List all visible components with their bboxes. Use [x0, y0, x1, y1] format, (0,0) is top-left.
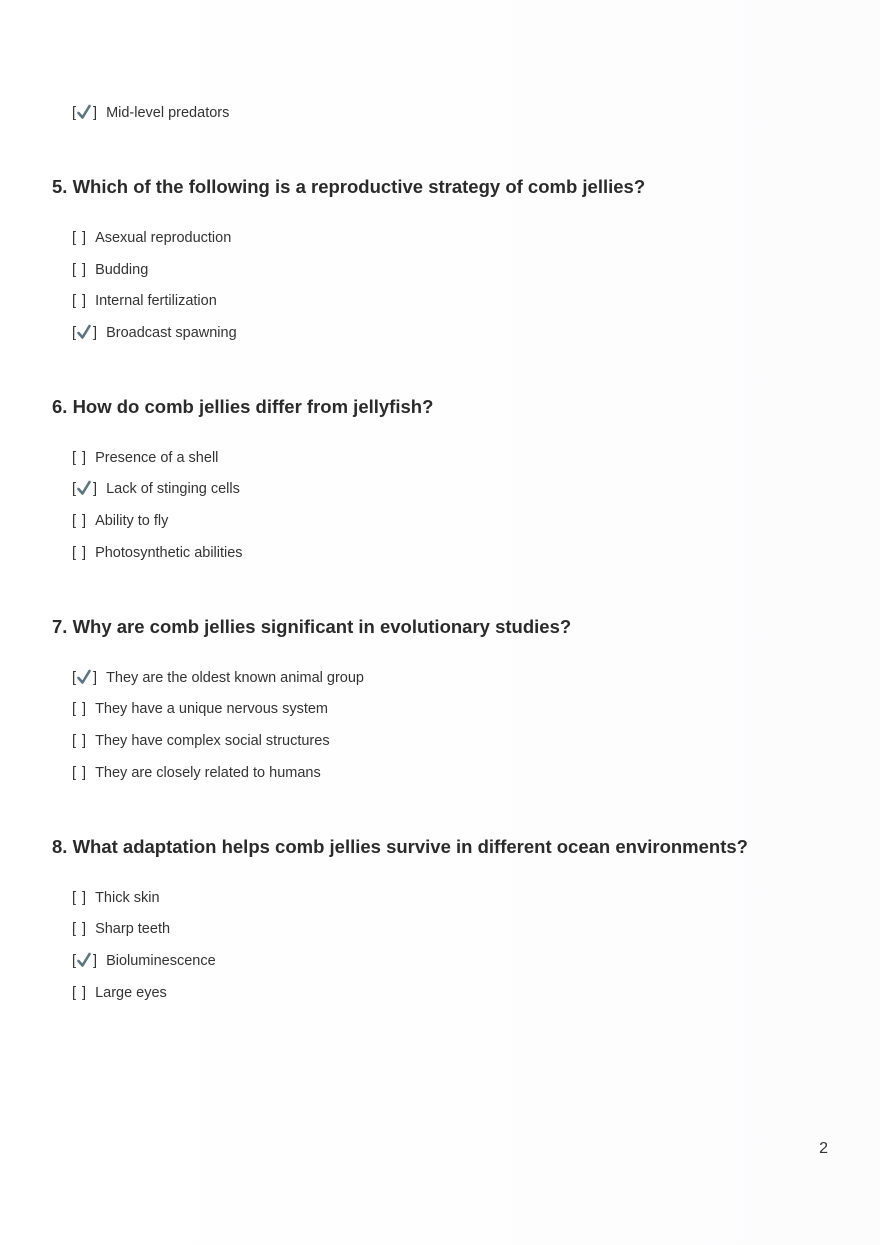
option-label: Sharp teeth: [95, 921, 171, 937]
checkbox-unchecked[interactable]: [ ]: [72, 701, 87, 717]
checkbox-checked[interactable]: [ ]: [72, 953, 98, 969]
option-label: They are closely related to humans: [95, 765, 321, 781]
option-label: Internal fertilization: [95, 293, 217, 309]
checkbox-unchecked[interactable]: [ ]: [72, 765, 87, 781]
option-q6-b[interactable]: [72, 479, 240, 499]
checkbox-unchecked[interactable]: [ ]: [72, 513, 87, 529]
checkmark-icon: [77, 104, 91, 120]
question-5-title: 5. Which of the following is a reproductive strategy of comb jellies?: [52, 176, 646, 197]
option-q8-a[interactable]: [72, 888, 160, 908]
checkbox-checked[interactable]: [ ]: [72, 670, 98, 686]
checkbox-checked[interactable]: [ ]: [72, 481, 98, 497]
option-label: They have a unique nervous system: [95, 701, 328, 717]
option-q6-a[interactable]: [72, 448, 218, 468]
option-label: Asexual reproduction: [95, 230, 232, 246]
option-label: Presence of a shell: [95, 450, 219, 466]
option-q8-c[interactable]: [72, 951, 216, 971]
checkbox-checked[interactable]: [ ]: [72, 105, 98, 121]
option-label: Bioluminescence: [106, 953, 216, 969]
option-label: Ability to fly: [95, 513, 169, 529]
option-q7-c[interactable]: [72, 731, 330, 751]
option-q5-d[interactable]: [72, 323, 237, 343]
checkbox-unchecked[interactable]: [ ]: [72, 230, 87, 246]
option-label: Photosynthetic abilities: [95, 545, 243, 561]
option-q6-d[interactable]: [72, 543, 243, 563]
checkbox-unchecked[interactable]: [ ]: [72, 921, 87, 937]
checkbox-unchecked[interactable]: [ ]: [72, 450, 87, 466]
option-label: Large eyes: [95, 985, 167, 1001]
checkbox-unchecked[interactable]: [ ]: [72, 985, 87, 1001]
option-q8-b[interactable]: [72, 919, 170, 939]
question-6-title: 6. How do comb jellies differ from jellyfish?: [52, 396, 434, 417]
checkbox-unchecked[interactable]: [ ]: [72, 890, 87, 906]
checkmark-icon: [77, 324, 91, 340]
checkbox-unchecked[interactable]: [ ]: [72, 545, 87, 561]
checkbox-checked[interactable]: [ ]: [72, 325, 98, 341]
checkbox-unchecked[interactable]: [ ]: [72, 262, 87, 278]
checkbox-unchecked[interactable]: [ ]: [72, 293, 87, 309]
option-label: Mid-level predators: [106, 105, 230, 121]
option-q7-d[interactable]: [72, 763, 321, 783]
option-label: Thick skin: [95, 890, 160, 906]
checkmark-icon: [77, 480, 91, 496]
option-q8-d[interactable]: [72, 983, 167, 1003]
option-label: Budding: [95, 262, 149, 278]
option-q5-c[interactable]: [72, 291, 217, 311]
option-mid-level-predators[interactable]: [72, 103, 229, 123]
option-label: Lack of stinging cells: [106, 481, 240, 497]
option-q6-c[interactable]: [72, 511, 168, 531]
option-label: Broadcast spawning: [106, 325, 237, 341]
checkbox-unchecked[interactable]: [ ]: [72, 733, 87, 749]
option-label: They have complex social structures: [95, 733, 330, 749]
option-label: They are the oldest known animal group: [106, 670, 364, 686]
checkmark-icon: [77, 952, 91, 968]
checkmark-icon: [77, 669, 91, 685]
question-7-title: 7. Why are comb jellies significant in evolutionary studies?: [52, 616, 572, 637]
page-number: 2: [819, 1140, 828, 1157]
option-q5-a[interactable]: [72, 228, 231, 248]
option-q7-b[interactable]: [72, 699, 328, 719]
option-q7-a[interactable]: [72, 668, 364, 688]
question-8-title: 8. What adaptation helps comb jellies survive in different ocean environments?: [52, 836, 748, 857]
option-q5-b[interactable]: [72, 260, 148, 280]
